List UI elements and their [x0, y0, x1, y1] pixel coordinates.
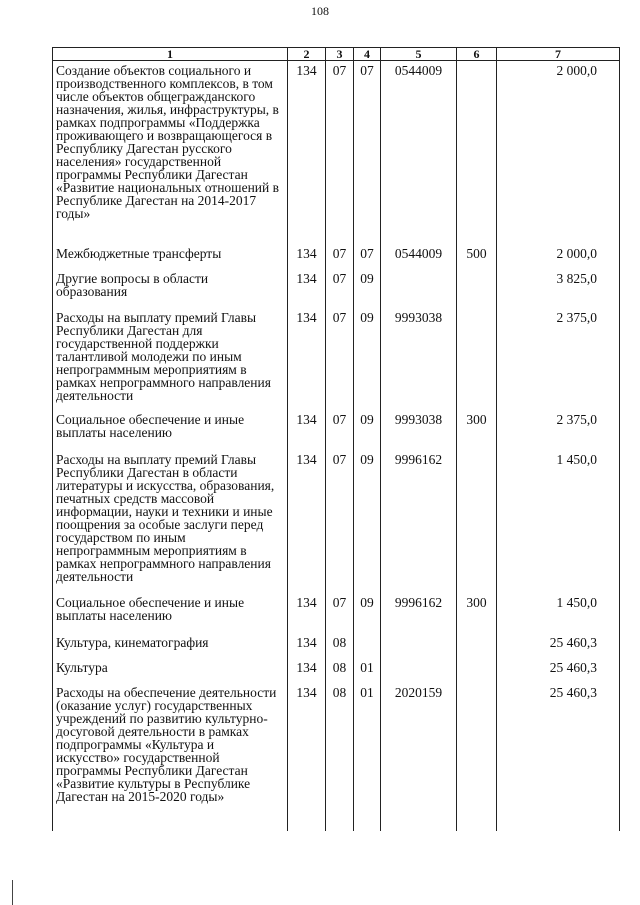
- row-target: [381, 633, 457, 658]
- budget-table: [52, 47, 620, 831]
- row-section: 07: [326, 61, 354, 244]
- row-section: 08: [326, 658, 354, 683]
- header-subsection: 4: [354, 48, 381, 61]
- row-target: 0544009: [381, 244, 457, 269]
- row-type: [457, 633, 497, 658]
- row-code: 134: [288, 683, 326, 831]
- row-amount: 2 375,0: [497, 308, 620, 410]
- row-name: Культура, кинематография: [53, 633, 288, 658]
- row-subsection: 07: [354, 61, 381, 244]
- header-amount: 7: [497, 48, 620, 61]
- row-target: 9996162: [381, 593, 457, 633]
- row-type: [457, 269, 497, 308]
- row-subsection: 09: [354, 593, 381, 633]
- row-subsection: 09: [354, 308, 381, 410]
- row-code: 134: [288, 410, 326, 450]
- row-section: 07: [326, 450, 354, 593]
- row-subsection: 01: [354, 683, 381, 831]
- table-row: [53, 450, 620, 593]
- table-row: [53, 269, 620, 308]
- row-type: 500: [457, 244, 497, 269]
- row-name: Расходы на обеспечение деятельности (оказание услуг) государственных учреждений по развитию культурно-досуговой деятельности в рамках подпрограммы «Культура и искусство» государственной программы Республики Дагестан «Развитие культуры в Республике Дагестан на 2015-2020 годы»: [53, 683, 288, 831]
- table-row: [53, 658, 620, 683]
- row-target: [381, 658, 457, 683]
- row-target: 0544009: [381, 61, 457, 244]
- row-type: [457, 308, 497, 410]
- row-subsection: 07: [354, 244, 381, 269]
- table-row: [53, 683, 620, 831]
- header-row: [53, 48, 620, 61]
- row-name: Межбюджетные трансферты: [53, 244, 288, 269]
- row-section: 07: [326, 308, 354, 410]
- row-section: 07: [326, 269, 354, 308]
- row-amount: 2 000,0: [497, 244, 620, 269]
- table-row: [53, 593, 620, 633]
- row-section: 08: [326, 633, 354, 658]
- row-name: Создание объектов социального и производственного комплексов, в том числе объектов общегражданского назначения, жилья, инфраструктуры, в рамках подпрограммы «Поддержка проживающего и возвращающегося в Республику Дагестан русского населения» государственной программы Республики Дагестан «Развитие национальных отношений в Республике Дагестан на 2014-2017 годы»: [53, 61, 288, 244]
- row-code: 134: [288, 244, 326, 269]
- row-type: [457, 683, 497, 831]
- header-target: 5: [381, 48, 457, 61]
- row-target: 2020159: [381, 683, 457, 831]
- row-code: 134: [288, 658, 326, 683]
- table-row: [53, 61, 620, 244]
- row-type: [457, 450, 497, 593]
- row-subsection: 09: [354, 450, 381, 593]
- row-subsection: [354, 633, 381, 658]
- row-section: 08: [326, 683, 354, 831]
- row-name: Расходы на выплату премий Главы Республики Дагестан для государственной поддержки талантливой молодежи по иным непрограммным мероприятиям в рамках непрограммного направления деятельности: [53, 308, 288, 410]
- row-name: Культура: [53, 658, 288, 683]
- row-code: 134: [288, 269, 326, 308]
- row-section: 07: [326, 593, 354, 633]
- row-type: 300: [457, 410, 497, 450]
- header-section: 3: [326, 48, 354, 61]
- row-name: Социальное обеспечение и иные выплаты населению: [53, 410, 288, 450]
- row-name: Социальное обеспечение и иные выплаты населению: [53, 593, 288, 633]
- row-amount: 2 375,0: [497, 410, 620, 450]
- row-code: 134: [288, 450, 326, 593]
- row-name: Расходы на выплату премий Главы Республики Дагестан в области литературы и искусства, образования, печатных средств массовой информации, науки и техники и иные поощрения за особые заслуги перед государством по иным непрограммным мероприятиям в рамках непрограммного направления деятельности: [53, 450, 288, 593]
- row-amount: 1 450,0: [497, 593, 620, 633]
- table-row: [53, 633, 620, 658]
- row-target: 9993038: [381, 308, 457, 410]
- row-subsection: 01: [354, 658, 381, 683]
- row-section: 07: [326, 410, 354, 450]
- scan-margin-mark: [12, 880, 13, 905]
- header-code: 2: [288, 48, 326, 61]
- row-amount: 25 460,3: [497, 633, 620, 658]
- row-section: 07: [326, 244, 354, 269]
- row-type: [457, 61, 497, 244]
- row-subsection: 09: [354, 410, 381, 450]
- row-amount: 2 000,0: [497, 61, 620, 244]
- table-row: [53, 410, 620, 450]
- row-target: 9996162: [381, 450, 457, 593]
- table-row: [53, 308, 620, 410]
- row-code: 134: [288, 633, 326, 658]
- row-amount: 3 825,0: [497, 269, 620, 308]
- row-amount: 25 460,3: [497, 658, 620, 683]
- row-name: Другие вопросы в области образования: [53, 269, 288, 308]
- row-target: [381, 269, 457, 308]
- header-name: 1: [53, 48, 288, 61]
- table-row: [53, 244, 620, 269]
- row-amount: 25 460,3: [497, 683, 620, 831]
- row-type: 300: [457, 593, 497, 633]
- row-amount: 1 450,0: [497, 450, 620, 593]
- header-type: 6: [457, 48, 497, 61]
- row-subsection: 09: [354, 269, 381, 308]
- row-target: 9993038: [381, 410, 457, 450]
- row-code: 134: [288, 61, 326, 244]
- row-code: 134: [288, 308, 326, 410]
- page-number: 108: [311, 4, 329, 18]
- row-type: [457, 658, 497, 683]
- row-code: 134: [288, 593, 326, 633]
